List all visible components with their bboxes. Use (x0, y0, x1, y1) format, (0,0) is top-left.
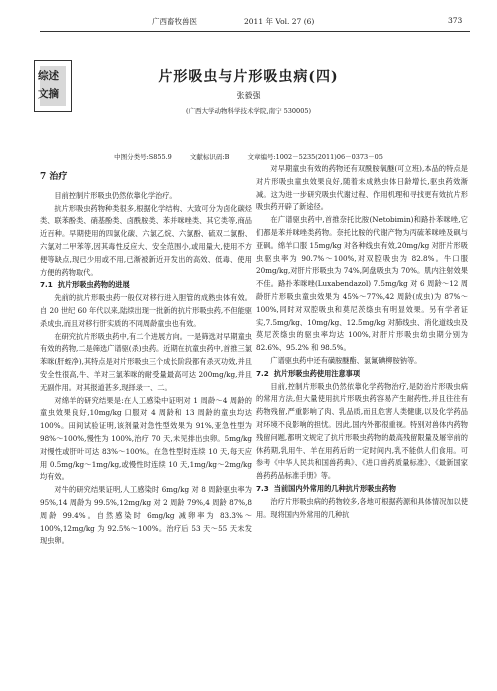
subsection-title: 抗片形吸虫药使用注意事项 (273, 368, 361, 378)
right-column (256, 163, 468, 521)
paragraph: 在研究抗片形吸虫药中,有二个进展方向。一是筛选对早期童虫有效的药物,二是筛选广谱驱(杀)虫药。近期在抗童虫药中,首推三氯苯咪(肝蛭净),其特点是对片形吸虫三个成长阶段都有杀灭功效,并且安全性很高,牛、羊对三氯苯咪的耐受量最高可达 200mg/kg,并且无副作用。对其报道甚多,现择录一、二。 (40, 331, 252, 392)
paragraph: 对早期童虫有效的药物还有双酰胺氧醚(可立班),本品的特点是对片形吸虫童虫效果良好,随着未成熟虫体日龄增长,驱虫药效渐减。这为进一步研究吸虫代谢过程、作用机理和寻找更有效抗片形吸虫药开辟了新途径。 (256, 164, 468, 212)
clc-number: 中图分类号:S855.9 (114, 153, 172, 161)
subsection-heading-7-1 (40, 279, 252, 292)
subsection-heading-7-2 (256, 368, 468, 381)
left-column (40, 165, 252, 548)
subsection-number: 7.2 (256, 368, 269, 378)
page-number: 373 (448, 16, 463, 25)
affiliation: (广西大学动物科学技术学院,南宁 530005) (185, 107, 312, 115)
paragraph: 目前控制片形吸虫仍然依靠化学治疗。 (54, 190, 177, 200)
article-meta (0, 152, 497, 161)
badge-line-1: 综述 (38, 70, 59, 82)
article-id: 文章编号:1002－5235(2011)06－0373－05 (247, 153, 383, 161)
subsection-heading-7-3 (256, 483, 468, 496)
subsection-number: 7.1 (40, 280, 53, 290)
journal-name: 广西畜牧兽医 (152, 17, 197, 26)
subsection-title: 当前国内外常用的几种抗片形吸虫药物 (273, 483, 396, 493)
running-header (0, 16, 497, 30)
paragraph: 广谱驱虫药中还有磺胺醚酯、氯氰碘柳胺钠等。 (270, 355, 422, 365)
article-title: 片形吸虫与片形吸虫病(四) (158, 69, 339, 85)
paragraph: 对绵羊的研究结果是:在人工感染中证明对 1 周龄～4 周龄的童虫效果良好,10mg/kg 口服对 4 周龄和 13 周龄的童虫均达 100%。田间试验证明,该剂量对急性型效果为 91%,亚急性型为 98%～100%,慢性为 100%,治疗 70 天,未见排出虫卵。5mg/kg 对慢性或肝叶可达 83%～100%。在急性型时连续 10 天,每天应用 0.5mg/kg～1mg/kg,或慢性时连续 10 天,1mg/kg～2mg/kg 均有效。 (40, 395, 252, 482)
document-code: 文献标识码:B (189, 153, 230, 161)
subsection-title: 抗片形吸虫药物的进展 (57, 280, 130, 290)
subsection-number: 7.3 (256, 483, 269, 493)
header-rule (40, 31, 470, 32)
badge-line-2: 文摘 (38, 88, 59, 100)
section-heading-7: 7 治疗 (40, 172, 68, 182)
issue-info: 2011 年 Vol. 27 (6) (244, 17, 315, 26)
author: 张毅强 (236, 91, 261, 100)
paragraph: 在广谱驱虫药中,首推奈托比胺(Netobimin)和路扑苯咪唑,它们都是苯并咪唑类药物。奈托比胺的代谢产物为丙硫苯咪唑及砜与亚砜。绵羊口服 15mg/kg 对各种线虫有效,20mg/kg 对肝片形吸虫驱虫率为 90.7%～100%,对双腔吸虫为 82.8%。牛口服 20mg/kg,对肝片形吸虫为 74%,阿盘吸虫为 70%。肌内注射效果不佳。路扑苯咪唑(Luxabendazol) 7.5mg/kg 对 6 周龄～12 周龄肝片形吸虫童虫效果为 45%～77%,42 周龄(成虫)为 87%～100%,同时对双腔吸虫和莫尼茨绦虫有明显效果。另有学者证实,7.5mg/kg、10mg/kg、12.5mg/kg 对肺线虫、消化道线虫及莫尼茨绦虫的驱虫率均达 100%,对肝片形吸虫幼虫期分别为 82.6%、95.2% 和 98.5%。 (256, 215, 468, 353)
paragraph: 抗片形吸虫药物种类很多,根据化学结构、大致可分为卤化碳烃类、联苯酚类、硝基酚类、卤酰胺类、苯并咪唑类、其它类等,商品近百种。早期使用的四氯化碳、六氯乙烷、六氯酚、硫双二氯酚、六氯对二甲苯等,因其毒性反应大、安全范围小,或用量大,使用不方便等缺点,现已少用或不用,已渐被新近开发出的高效、低毒、使用方便的药物取代。 (40, 203, 252, 277)
paragraph: 先前的抗片形吸虫药一般仅对移行进入胆管的成熟虫体有效。自 20 世纪 60 年代以来,陆续出现一批新的抗片形吸虫药,不但能驱杀成虫,而且对移行肝实质的不同周龄童虫也有效。 (40, 293, 252, 328)
paragraph: 治疗片形吸虫病的药物较多,各地可根据药源和具体情况加以使用。现将国内外常用的几种抗 (256, 496, 468, 519)
paragraph: 对牛的研究结果证明,人工感染时 6mg/kg 对 8 周龄驱虫率为 95%,14 周龄为 99.5%,12mg/kg 对 2 周龄 79%,4 周龄 87%,8 周龄 99.4%。自然感染时 6mg/kg 减卵率为 83.3%～100%,12mg/kg 为 92.5%～100%。治疗后 53 天～55 天未发现虫卵。 (40, 485, 252, 546)
paragraph: 目前,控制片形吸虫仍然依靠化学药物治疗,是防治片形吸虫病的常用方法,但大量使用抗片形吸虫药容易产生耐药性,并且往往有药物残留,严重影响了肉、乳品质,而且危害人类健康,以及化学药品对环境不良影响的担忧。因此,国内外都很重视。特别对兽体内药物残留问题,都明文规定了抗片形吸虫药物的最高残留限量及屠宰前的休药期,乳用牛、羊在用药后的一定时间内,乳不能供人们食用。可参考《中华人民共和国兽药典》、《进口兽药质量标准》、《最新国家兽药药品标准手册》等。 (256, 381, 468, 481)
